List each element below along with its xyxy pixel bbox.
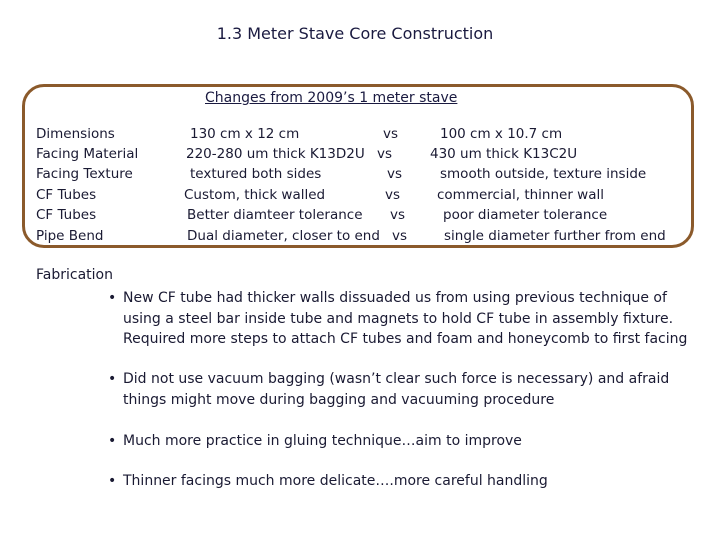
comparison-heading: Changes from 2009’s 1 meter stave [205, 90, 458, 106]
row-new-value: Custom, thick walled [184, 187, 326, 203]
comparison-row [0, 228, 720, 248]
row-vs: vs [385, 187, 401, 203]
comparison-row [0, 187, 720, 207]
row-old-value: poor diameter tolerance [443, 207, 608, 223]
row-new-value: 130 cm x 12 cm [190, 126, 300, 142]
row-vs: vs [383, 126, 399, 142]
row-new-value: Better diamteer tolerance [187, 207, 363, 223]
bullet-text: New CF tube had thicker walls dissuaded us from using previous technique of using a steel bar inside tube and magnets to hold CF tube in assembly fixture. Required more steps to attach CF tubes and foam and honeycomb to first facing [123, 290, 688, 347]
row-new-value: 220-280 um thick K13D2U [186, 146, 365, 162]
row-old-value: commercial, thinner wall [437, 187, 604, 203]
bullet-text: Much more practice in gluing technique…aim to improve [123, 433, 522, 449]
row-label: Dimensions [36, 126, 115, 142]
fabrication-heading: Fabrication [36, 267, 113, 283]
comparison-row [0, 166, 720, 186]
row-vs: vs [377, 146, 393, 162]
bullet-icon: • [108, 473, 117, 489]
comparison-row [0, 207, 720, 227]
row-vs: vs [392, 228, 408, 244]
row-old-value: 430 um thick K13C2U [430, 146, 578, 162]
row-vs: vs [387, 166, 403, 182]
row-label: Facing Material [36, 146, 139, 162]
page-title: 1.3 Meter Stave Core Construction [216, 24, 494, 43]
row-label: Facing Texture [36, 166, 133, 182]
row-vs: vs [390, 207, 406, 223]
comparison-row [0, 126, 720, 146]
row-old-value: 100 cm x 10.7 cm [440, 126, 563, 142]
row-new-value: Dual diameter, closer to end [187, 228, 380, 244]
bullet-icon: • [108, 433, 117, 449]
row-label: CF Tubes [36, 207, 97, 223]
row-new-value: textured both sides [190, 166, 322, 182]
row-old-value: single diameter further from end [444, 228, 666, 244]
bullet-text: Thinner facings much more delicate….more careful handling [123, 473, 548, 489]
row-label: Pipe Bend [36, 228, 104, 244]
row-old-value: smooth outside, texture inside [440, 166, 647, 182]
bullet-icon: • [108, 290, 117, 306]
comparison-row [0, 146, 720, 166]
bullet-icon: • [108, 371, 117, 387]
bullet-text: Did not use vacuum bagging (wasn’t clear such force is necessary) and afraid things might move during bagging and vacuuming procedure [123, 371, 670, 408]
row-label: CF Tubes [36, 187, 97, 203]
